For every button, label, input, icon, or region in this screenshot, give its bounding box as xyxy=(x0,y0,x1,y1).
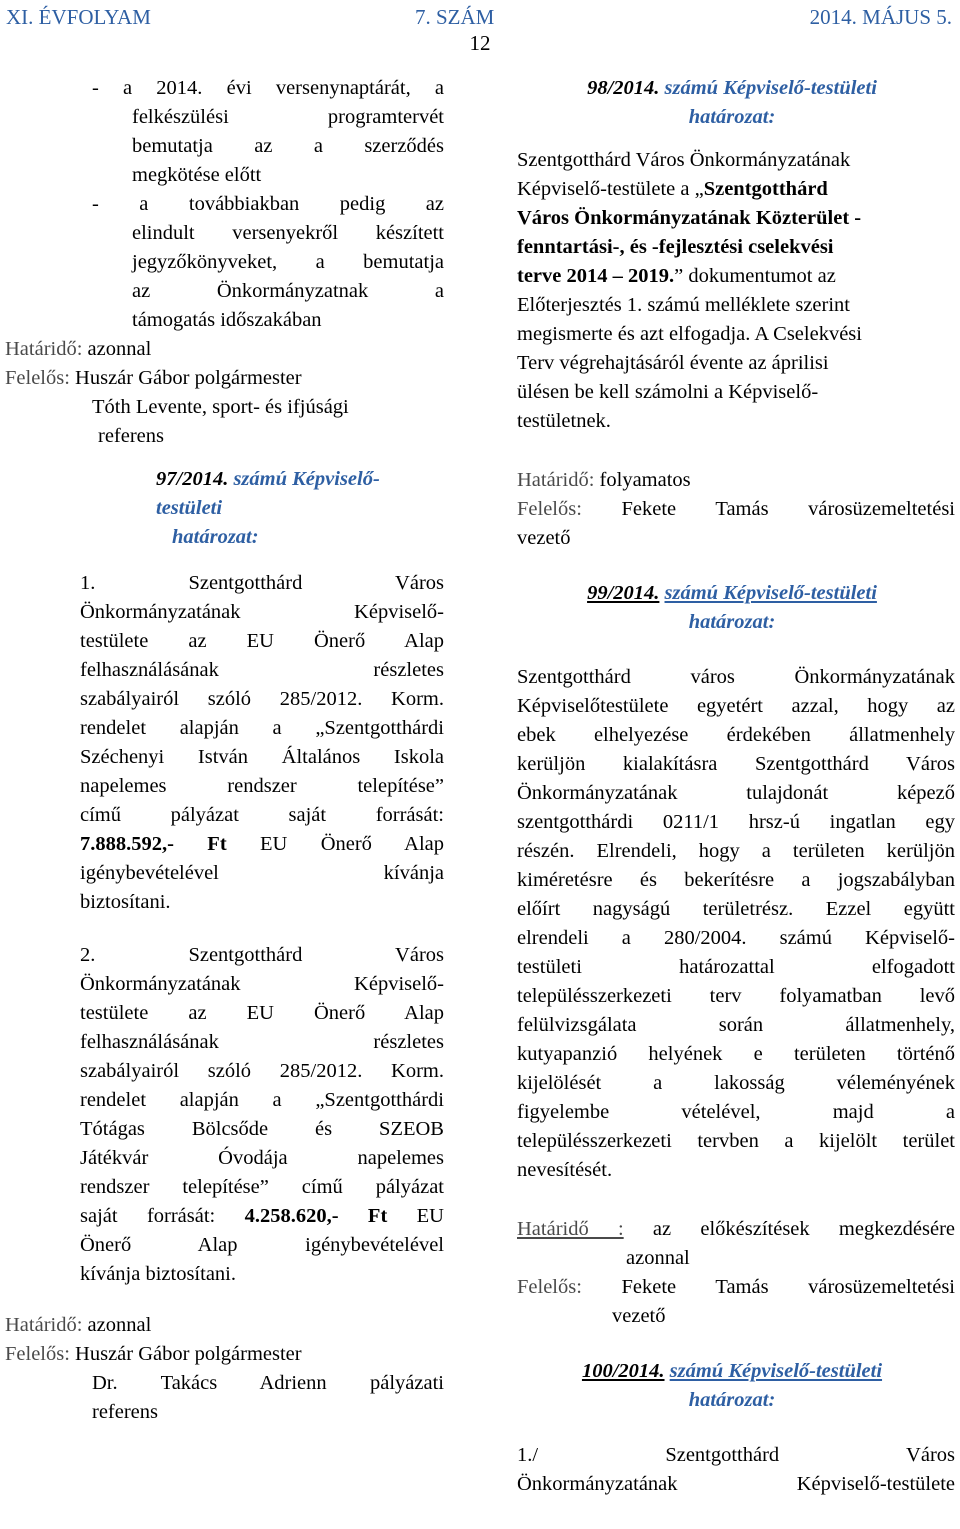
paragraph-line: testülete az EU Önerő Alap xyxy=(80,1002,444,1024)
deadline-row xyxy=(0,335,444,364)
deadline-value: az előkészítések megkezdésére xyxy=(652,1218,955,1240)
paragraph-line: 1./ Szentgotthárd Város xyxy=(517,1444,955,1466)
item-number: 1./ xyxy=(517,1444,539,1466)
deadline-label: Határidő: xyxy=(5,338,83,360)
paragraph-line: Önkormányzatának Képviselő- xyxy=(80,601,444,623)
paragraph-line: ülésen be kell számolni a Képviselő- xyxy=(517,381,819,403)
paragraph-line: Önkormányzatának Képviselő-testülete xyxy=(517,1473,955,1495)
responsible-value: Huszár Gábor polgármester xyxy=(75,1343,302,1365)
paragraph-line: 1. Szentgotthárd Város xyxy=(80,572,444,594)
intro-list xyxy=(0,74,444,335)
paragraph-line: biztosítani. xyxy=(80,891,171,913)
document-title-part: fenntartási-, és -fejlesztési cselekvési xyxy=(517,236,834,258)
resolution-97-label: számú Képviselő-testületi xyxy=(156,468,380,519)
paragraph-line: kerüljön kialakításra Szentgotthárd Város xyxy=(517,753,955,775)
paragraph-line: Önkormányzatának Képviselő- xyxy=(80,973,444,995)
document-title-part: terve 2014 – 2019. xyxy=(517,265,675,287)
resolution-97-title xyxy=(0,465,444,523)
right-column xyxy=(517,74,955,1499)
amount-line xyxy=(80,830,444,859)
responsible-value-2: Tóth Levente, sport- és ifjúsági xyxy=(92,396,349,418)
document-title-part: Szentgotthárd xyxy=(703,178,828,200)
paragraph-line: Szentgotthárd Város Önkormányzatának xyxy=(517,149,851,171)
paragraph-line: szabályairól szóló 285/2012. Korm. xyxy=(80,1060,444,1082)
resolution-98-subtitle: határozat: xyxy=(688,106,776,128)
paragraph-line: Képviselőtestülete egyetért azzal, hogy az xyxy=(517,695,955,717)
amount-line xyxy=(80,1202,444,1231)
paragraph-line: felhasználásának részletes xyxy=(80,659,444,681)
responsible-label: Felelős: xyxy=(5,1343,70,1365)
resolution-99-body xyxy=(517,663,955,1185)
paragraph-line: Önkormányzatának tulajdonát képező xyxy=(517,782,955,804)
amount-value: 4.258.620,- Ft xyxy=(244,1205,388,1227)
deadline-label: Határidő : xyxy=(517,1218,624,1240)
paragraph-line: terve 2014 – 2019.” dokumentumot az xyxy=(517,265,836,287)
resolution-98-label: számú Képviselő-testületi xyxy=(664,77,877,99)
responsible-value: Fekete Tamás városüzemeltetési xyxy=(621,1276,955,1298)
responsible-label: Felelős: xyxy=(5,367,70,389)
deadline-value-2: azonnal xyxy=(626,1247,690,1269)
resolution-99-title xyxy=(517,579,955,608)
responsible-value-2: Dr. Takács Adrienn pályázati xyxy=(92,1372,444,1394)
date-label: 2014. MÁJUS 5. xyxy=(809,5,952,29)
paragraph-line: szabályairól szóló 285/2012. Korm. xyxy=(80,688,444,710)
paragraph-line: Önerő Alap igénybevételével xyxy=(80,1234,444,1256)
deadline-value: azonnal xyxy=(87,338,152,360)
intro-line: felkészülési programtervét xyxy=(132,106,444,128)
paragraph-line: napelemes rendszer telepítése” xyxy=(80,775,444,797)
paragraph-line: kutyapanzió helyének e területen történő xyxy=(517,1043,955,1065)
resolution-100-number: 100/2014. xyxy=(581,1360,665,1382)
resolution-99-subtitle: határozat: xyxy=(688,611,776,633)
intro-line: bemutatja az a szerződés xyxy=(132,135,444,157)
paragraph-line: rendelet alapján a „Szentgotthárdi xyxy=(80,717,444,739)
responsible-value-3: referens xyxy=(98,425,165,447)
responsible-row xyxy=(0,364,444,393)
resolution-100-title xyxy=(517,1357,955,1386)
paragraph-line: Terv végrehajtásáról évente az áprilisi xyxy=(517,352,829,374)
paragraph-line: testületnek. xyxy=(517,410,611,432)
intro-line: támogatás időszakában xyxy=(132,309,322,331)
resolution-99-label: számú Képviselő-testületi xyxy=(664,582,877,604)
resolution-98-title xyxy=(517,74,955,103)
paragraph-line: településszerkezeti tervben a kijelölt terület xyxy=(517,1130,955,1152)
intro-line: - a továbbiakban pedig az xyxy=(92,193,444,215)
intro-line: megkötése előtt xyxy=(132,164,262,186)
deadline-label: Határidő: xyxy=(5,1314,83,1336)
intro-line: az Önkormányzatnak a xyxy=(132,280,444,302)
amount-after: EU xyxy=(416,1205,444,1227)
deadline-value: azonnal xyxy=(87,1314,152,1336)
resolution-97-number: 97/2014. xyxy=(156,468,229,490)
paragraph-line: Játékvár Óvodája napelemes xyxy=(80,1147,444,1169)
resolution-97-point-2 xyxy=(0,941,444,1289)
responsible-row xyxy=(0,1340,444,1369)
paragraph-line: felülvizsgálata során állatmenhely, xyxy=(517,1014,955,1036)
resolution-98-body xyxy=(517,146,955,436)
left-column xyxy=(0,74,444,1427)
paragraph-line: Előterjesztés 1. számú melléklete szerint xyxy=(517,294,850,316)
responsible-label: Felelős: xyxy=(517,498,582,520)
amount-value: 7.888.592,- Ft xyxy=(80,833,227,855)
resolution-97-subtitle: határozat: xyxy=(172,526,259,548)
resolution-97-point-1 xyxy=(0,569,444,917)
intro-line: jegyzőkönyveket, a bemutatja xyxy=(132,251,444,273)
document-title-part: Város Önkormányzatának Közterület - xyxy=(517,207,862,229)
paragraph-line: Széchenyi István Általános Iskola xyxy=(80,746,444,768)
responsible-row xyxy=(517,495,955,524)
paragraph-line: testületi határozattal elfogadott xyxy=(517,956,955,978)
responsible-row xyxy=(517,1273,955,1302)
paragraph-line: kiméretésre és bekerítésre a jogszabályban xyxy=(517,869,955,891)
responsible-value-3: referens xyxy=(92,1401,159,1423)
responsible-value: Huszár Gábor polgármester xyxy=(75,367,302,389)
paragraph-line: elrendeli a 280/2004. számú Képviselő- xyxy=(517,927,955,949)
paragraph-line: rendelet alapján a „Szentgotthárdi xyxy=(80,1089,444,1111)
paragraph-line: felhasználásának részletes xyxy=(80,1031,444,1053)
resolution-99-number: 99/2014. xyxy=(587,582,660,604)
page-number: 12 xyxy=(469,31,491,55)
paragraph-line: kívánja biztosítani. xyxy=(80,1263,236,1285)
intro-line: - a 2014. évi versenynaptárát, a xyxy=(92,77,444,99)
paragraph-line: szentgotthárdi 0211/1 hrsz-ú ingatlan egy xyxy=(517,811,955,833)
amount-after: EU Önerő Alap xyxy=(260,833,444,855)
responsible-label: Felelős: xyxy=(517,1276,582,1298)
paragraph-line: nevesítését. xyxy=(517,1159,613,1181)
resolution-100-label: számú Képviselő-testületi xyxy=(669,1360,883,1382)
issue-label: 7. SZÁM xyxy=(415,5,495,29)
paragraph-line: 2. Szentgotthárd Város xyxy=(80,944,444,966)
paragraph-line: Szentgotthárd város Önkormányzatának xyxy=(517,666,955,688)
deadline-value: folyamatos xyxy=(599,469,691,491)
deadline-row xyxy=(517,1215,955,1244)
paragraph-line: igénybevételével kívánja xyxy=(80,862,444,884)
intro-line: elindult versenyekről készített xyxy=(132,222,444,244)
paragraph-line: előírt nagyságú területrész. Ezzel együtt xyxy=(517,898,955,920)
paragraph-line: Képviselő-testülete a „Szentgotthárd xyxy=(517,178,828,200)
deadline-row xyxy=(517,466,955,495)
paragraph-line: című pályázat saját forrását: xyxy=(80,804,444,826)
paragraph-line: testülete az EU Önerő Alap xyxy=(80,630,444,652)
responsible-value: Fekete Tamás városüzemeltetési xyxy=(621,498,955,520)
paragraph-line: kijelölését a lakosság véleményének xyxy=(517,1072,955,1094)
paragraph-line: rendszer telepítése” című pályázat xyxy=(80,1176,444,1198)
paragraph-line: megismerte és azt elfogadja. A Cselekvési xyxy=(517,323,862,345)
paragraph-line: ebek elhelyezése érdekében állatmenhely xyxy=(517,724,955,746)
paragraph-line: Tótágas Bölcsőde és SZEOB xyxy=(80,1118,444,1140)
amount-pre: saját forrását: xyxy=(80,1205,216,1227)
deadline-label: Határidő: xyxy=(517,469,595,491)
deadline-row xyxy=(0,1311,444,1340)
volume-label: XI. ÉVFOLYAM xyxy=(6,5,151,29)
paragraph-line: figyelembe vételével, majd a xyxy=(517,1101,955,1123)
paragraph-line: településszerkezeti terv folyamatban levő xyxy=(517,985,955,1007)
paragraph-line: részén. Elrendeli, hogy a területen kerüljön xyxy=(517,840,955,862)
responsible-value-2: vezető xyxy=(612,1305,666,1327)
resolution-98-number: 98/2014. xyxy=(587,77,660,99)
responsible-value-2: vezető xyxy=(517,527,571,549)
resolution-100-subtitle: határozat: xyxy=(688,1389,776,1411)
